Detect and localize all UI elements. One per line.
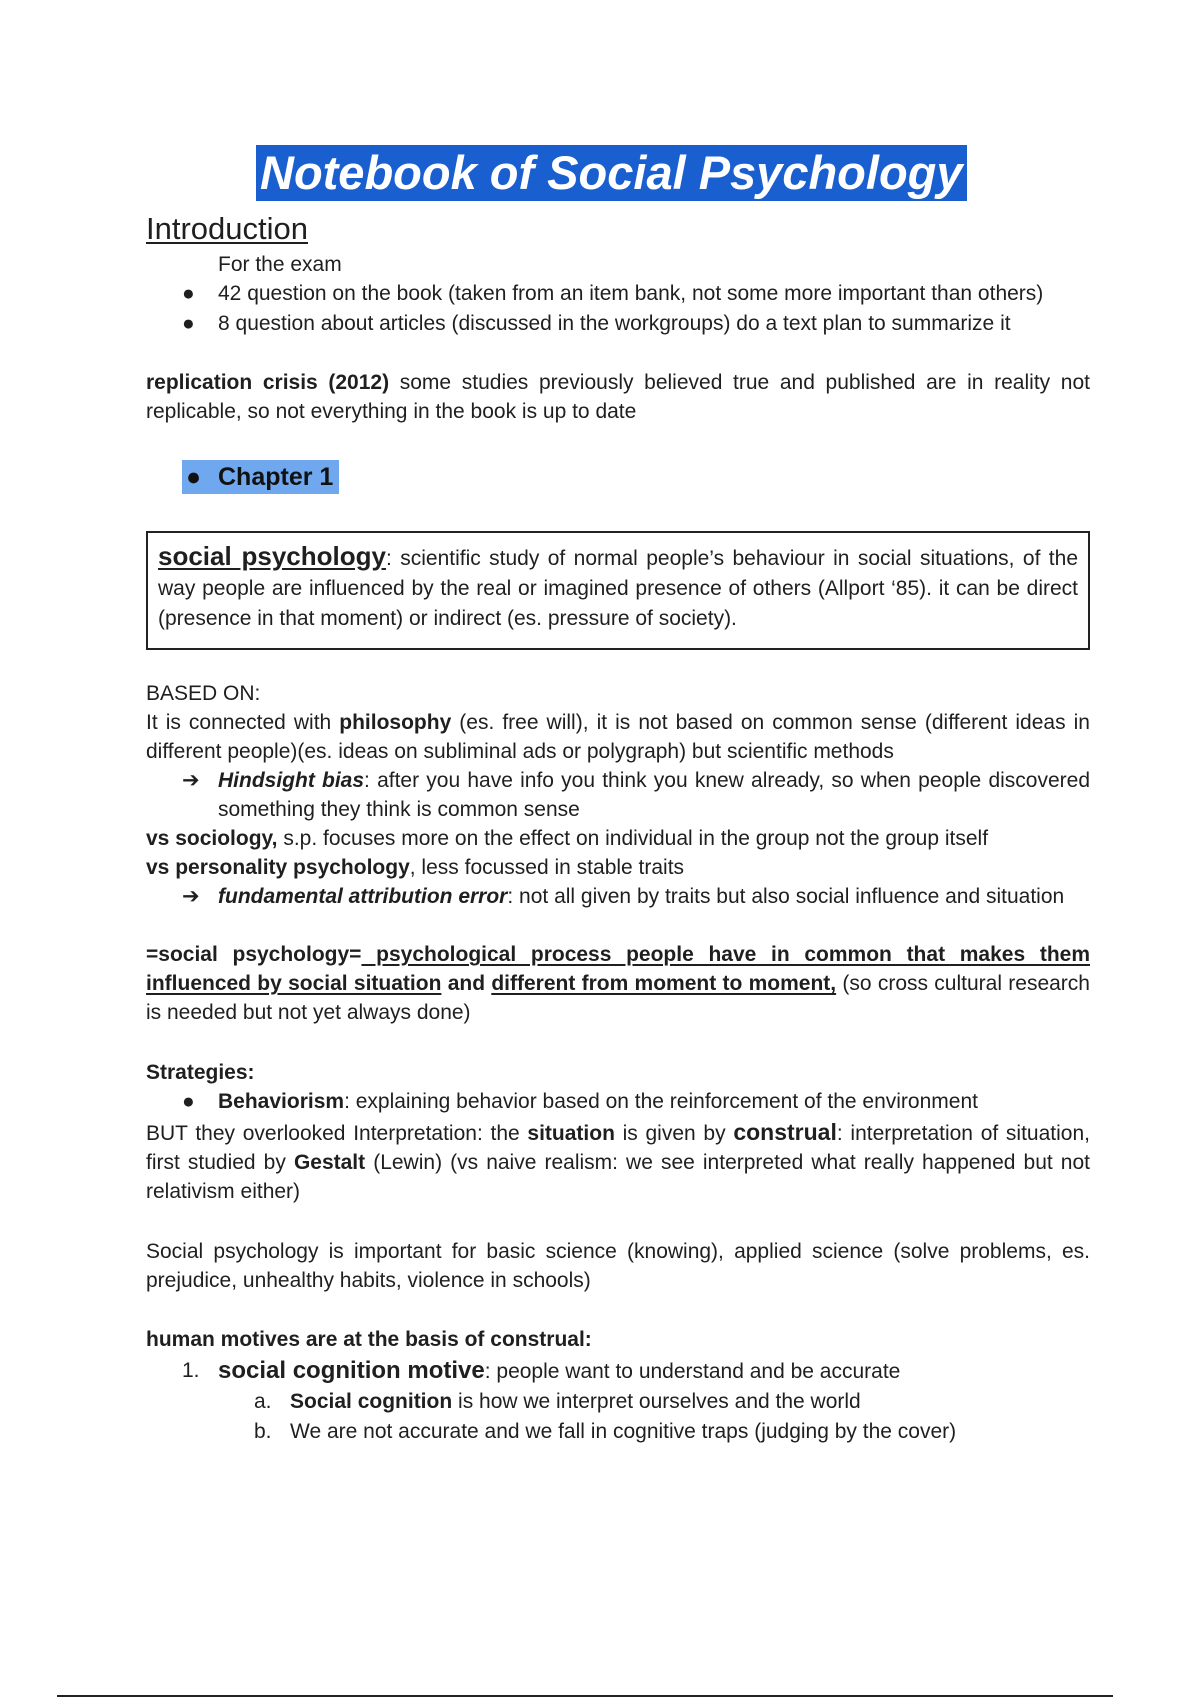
subitem-text: We are not accurate and we fall in cognitive traps (judging by the cover) bbox=[290, 1420, 957, 1443]
replication-text: some studies previously believed true and published are in reality not replicable, so not everything in the book is up to date bbox=[146, 371, 1090, 423]
philosophy-text-b: (es. free will), it is not based on common sense (different ideas in different people)(es. ideas on subliminal ads or polygraph) but scientific methods bbox=[146, 711, 1090, 763]
motives-heading-line bbox=[146, 1325, 1090, 1354]
hindsight-term: Hindsight bias bbox=[218, 769, 365, 792]
construal-text-d: (Lewin) (vs naive realism: we see interpreted what really happened but not relativism either) bbox=[146, 1151, 1090, 1203]
vs-sociology-term: vs sociology, bbox=[146, 827, 278, 850]
bullet-icon: ● bbox=[182, 1090, 195, 1113]
motives-heading: human motives are at the basis of construal: bbox=[146, 1328, 592, 1351]
construal-paragraph bbox=[146, 1118, 1090, 1206]
summary-term: =social psychology= bbox=[146, 943, 362, 966]
summary-rest: (so cross cultural research is needed but not yet always done) bbox=[146, 972, 1090, 1024]
replication-term: replication crisis (2012) bbox=[146, 371, 390, 394]
chapter-heading bbox=[182, 460, 339, 494]
motive-text: : people want to understand and be accurate bbox=[484, 1360, 901, 1383]
hindsight-item bbox=[182, 766, 1090, 824]
bullet-icon: ● bbox=[182, 282, 195, 305]
behaviorism-text: : explaining behavior based on the reinforcement of the environment bbox=[344, 1090, 978, 1113]
summary-underlined-b: different from moment to moment, bbox=[491, 972, 837, 995]
vs-personality-text: , less focussed in stable traits bbox=[409, 856, 685, 879]
exam-label: For the exam bbox=[218, 253, 342, 276]
gestalt-term: Gestalt bbox=[293, 1151, 366, 1174]
definition-text: scientific study of normal people’s behaviour in social situations, of the way people are influenced by the real or imagined presence of others (Allport ‘85). it can be direct (presence in that moment) or indirect (es. pressure of society). bbox=[158, 547, 1079, 630]
title-block bbox=[256, 145, 967, 201]
construal-text-a: BUT they overlooked Interpretation: the bbox=[146, 1122, 528, 1145]
document-title: Notebook of Social Psychology bbox=[256, 145, 967, 201]
importance-paragraph: Social psychology is important for basic science (knowing), applied science (solve problems, es. prejudice, unhealthy habits, violence in schools) bbox=[146, 1240, 1090, 1292]
behaviorism-term: Behaviorism bbox=[218, 1090, 345, 1113]
chapter-label: Chapter 1 bbox=[218, 463, 334, 491]
vs-sociology-text: s.p. focuses more on the effect on individual in the group not the group itself bbox=[277, 827, 989, 850]
list-number: 1. bbox=[182, 1359, 200, 1382]
bullet-icon: ● bbox=[182, 312, 195, 335]
strategies-heading bbox=[146, 1058, 1090, 1087]
definition-term: social psychology bbox=[158, 541, 386, 571]
fae-colon: : bbox=[507, 885, 514, 908]
introduction-heading: Introduction bbox=[146, 211, 308, 246]
vs-personality-term: vs personality psychology bbox=[146, 856, 410, 879]
based-on-label: BASED ON: bbox=[146, 682, 261, 705]
summary-and: and bbox=[441, 972, 492, 995]
vs-personality-line bbox=[146, 853, 1090, 882]
fae-text: not all given by traits but also social influence and situation bbox=[513, 885, 1065, 908]
hindsight-text: after you have info you think you knew already, so when people discovered something they think is common sense bbox=[218, 769, 1090, 821]
motive-term: social cognition motive bbox=[218, 1357, 485, 1384]
bullet-icon: ● bbox=[186, 463, 202, 491]
subitem-text: is how we interpret ourselves and the world bbox=[452, 1390, 861, 1413]
arrow-icon: ➔ bbox=[182, 769, 200, 792]
page-bottom-rule bbox=[57, 1695, 1113, 1697]
hindsight-colon: : bbox=[364, 769, 370, 792]
philosophy-paragraph bbox=[146, 708, 1090, 766]
list-letter: b. bbox=[254, 1420, 272, 1443]
fae-item bbox=[182, 882, 1090, 911]
definition-colon: : bbox=[385, 547, 392, 570]
situation-term: situation bbox=[527, 1122, 615, 1145]
definition-box bbox=[146, 531, 1090, 650]
replication-paragraph bbox=[146, 368, 1090, 426]
exam-bullet-text: 8 question about articles (discussed in the workgroups) do a text plan to summarize it bbox=[218, 312, 1011, 335]
list-letter: a. bbox=[254, 1390, 272, 1413]
construal-text-c: : interpretation of situation, first studied by bbox=[146, 1122, 1090, 1174]
philosophy-term: philosophy bbox=[339, 711, 452, 734]
construal-term: construal bbox=[733, 1119, 837, 1145]
summary-underlined-a: psychological process people have in common that makes them influenced by social situation bbox=[146, 943, 1091, 995]
exam-bullet-text: 42 question on the book (taken from an item bank, not some more important than others) bbox=[218, 282, 1044, 305]
philosophy-text-a: It is connected with bbox=[146, 711, 340, 734]
social-psychology-summary bbox=[146, 940, 1090, 1027]
construal-text-b: is given by bbox=[614, 1122, 734, 1145]
subitem-term: Social cognition bbox=[290, 1390, 453, 1413]
vs-sociology-line bbox=[146, 824, 1090, 853]
fae-term: fundamental attribution error bbox=[218, 885, 508, 908]
arrow-icon: ➔ bbox=[182, 885, 200, 908]
strategies-label: Strategies: bbox=[146, 1061, 255, 1084]
